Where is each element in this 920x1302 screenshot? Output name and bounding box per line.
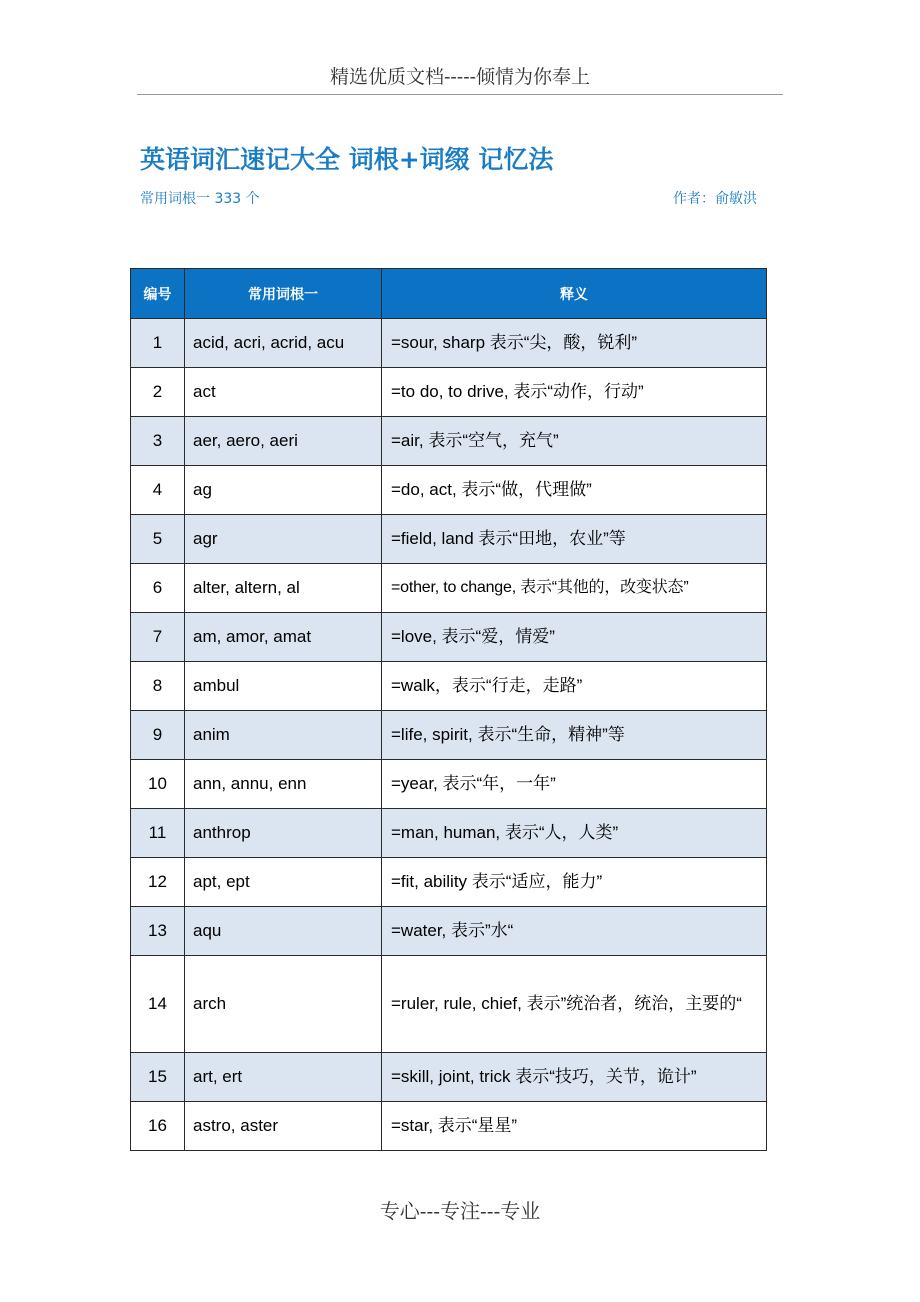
- table-row: [131, 564, 767, 613]
- row-root: anthrop: [185, 809, 382, 858]
- row-number: 12: [131, 858, 185, 907]
- row-meaning: =sour, sharp 表示“尖，酸，锐利”: [382, 319, 767, 368]
- row-root: apt, ept: [185, 858, 382, 907]
- row-number: 9: [131, 711, 185, 760]
- row-number: 13: [131, 907, 185, 956]
- table-row: [131, 417, 767, 466]
- table-row: [131, 613, 767, 662]
- row-root: alter, altern, al: [185, 564, 382, 613]
- row-meaning: =fit, ability 表示“适应，能力”: [382, 858, 767, 907]
- row-meaning: =skill, joint, trick 表示“技巧，关节，诡计”: [382, 1053, 767, 1102]
- row-meaning: =year, 表示“年，一年”: [382, 760, 767, 809]
- table-row: [131, 956, 767, 1053]
- row-root: arch: [185, 956, 382, 1053]
- row-number: 16: [131, 1102, 185, 1151]
- row-root: aqu: [185, 907, 382, 956]
- row-root: ag: [185, 466, 382, 515]
- row-number: 15: [131, 1053, 185, 1102]
- table-row: [131, 368, 767, 417]
- row-number: 10: [131, 760, 185, 809]
- table-row: [131, 662, 767, 711]
- row-number: 2: [131, 368, 185, 417]
- row-meaning: =air, 表示“空气，充气”: [382, 417, 767, 466]
- table-row: [131, 760, 767, 809]
- page-footer: 专心---专注---专业: [379, 1199, 541, 1223]
- table-row: [131, 1053, 767, 1102]
- document-author: 作者：俞敏洪: [673, 191, 757, 207]
- row-root: act: [185, 368, 382, 417]
- table-row: [131, 858, 767, 907]
- row-number: 4: [131, 466, 185, 515]
- row-meaning: =love, 表示“爱，情爱”: [382, 613, 767, 662]
- header-number: 编号: [131, 269, 185, 319]
- row-meaning: =to do, to drive, 表示“动作，行动”: [382, 368, 767, 417]
- row-root: ann, annu, enn: [185, 760, 382, 809]
- row-root: aer, aero, aeri: [185, 417, 382, 466]
- table-row: [131, 466, 767, 515]
- row-meaning: =water, 表示”水“: [382, 907, 767, 956]
- table-row: [131, 907, 767, 956]
- document-subtitle: 常用词根一 333 个: [140, 191, 260, 207]
- row-root: am, amor, amat: [185, 613, 382, 662]
- row-number: 14: [131, 956, 185, 1053]
- row-root: anim: [185, 711, 382, 760]
- row-number: 5: [131, 515, 185, 564]
- table-row: [131, 809, 767, 858]
- row-root: ambul: [185, 662, 382, 711]
- row-meaning: =star, 表示“星星”: [382, 1102, 767, 1151]
- row-meaning: =life, spirit, 表示“生命，精神”等: [382, 711, 767, 760]
- row-meaning: =man, human, 表示“人，人类”: [382, 809, 767, 858]
- row-meaning: =other, to change, 表示“其他的，改变状态”: [382, 564, 767, 613]
- table-row: [131, 319, 767, 368]
- row-number: 8: [131, 662, 185, 711]
- row-root: agr: [185, 515, 382, 564]
- header-root: 常用词根一: [185, 269, 382, 319]
- header-meaning: 释义: [382, 269, 767, 319]
- row-root: art, ert: [185, 1053, 382, 1102]
- row-root: acid, acri, acrid, acu: [185, 319, 382, 368]
- row-number: 6: [131, 564, 185, 613]
- row-number: 7: [131, 613, 185, 662]
- row-number: 1: [131, 319, 185, 368]
- row-root: astro, aster: [185, 1102, 382, 1151]
- row-meaning: =walk，表示“行走，走路”: [382, 662, 767, 711]
- word-root-table: [130, 268, 767, 1151]
- table-row: [131, 711, 767, 760]
- table-row: [131, 1102, 767, 1151]
- row-number: 11: [131, 809, 185, 858]
- page-header: [137, 62, 783, 95]
- row-number: 3: [131, 417, 185, 466]
- document-title: 英语词汇速记大全 词根+词缀 记忆法: [140, 145, 554, 174]
- table-header-row: [131, 269, 767, 319]
- row-meaning: =ruler, rule, chief, 表示”统治者，统治，主要的“: [382, 956, 767, 1053]
- table-row: [131, 515, 767, 564]
- row-meaning: =do, act, 表示“做，代理做”: [382, 466, 767, 515]
- header-text: 精选优质文档-----倾情为你奉上: [329, 66, 591, 88]
- row-meaning: =field, land 表示“田地，农业”等: [382, 515, 767, 564]
